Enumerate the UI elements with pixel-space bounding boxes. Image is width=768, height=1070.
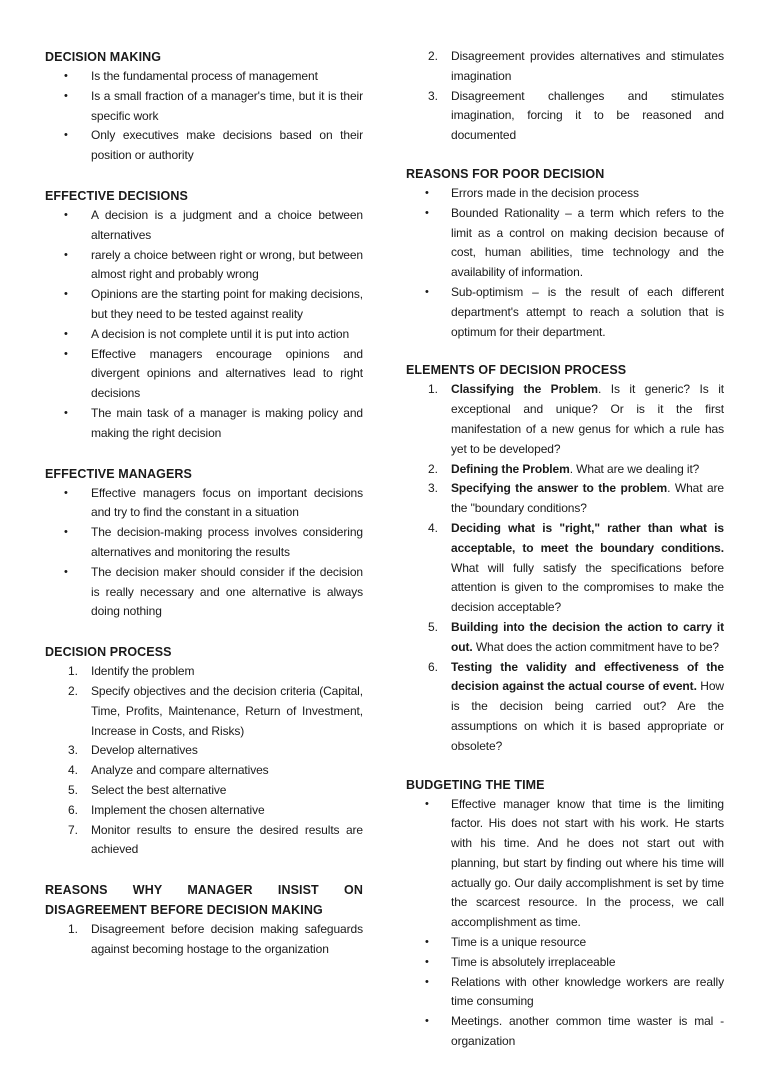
list-number: 5.	[68, 782, 78, 797]
list-item: • Only executives make decisions based on their position or authority	[64, 128, 363, 163]
list-item: • Relations with other knowledge workers are really time consuming	[425, 974, 724, 1009]
bullet-icon: •	[425, 1015, 429, 1028]
bullet-icon: •	[64, 526, 68, 539]
list-item: • The decision maker should consider if the decision is really necessary and one alternative is always doing nothing	[64, 564, 363, 619]
list-item: 5. Building into the decision the action to carry it out. What does the action commitment have to be?	[428, 619, 724, 654]
bullet-list	[45, 67, 363, 166]
bullet-icon: •	[64, 406, 68, 419]
section-heading: DECISION PROCESS	[45, 645, 172, 660]
list-number: 4.	[68, 763, 78, 778]
bullet-icon: •	[64, 347, 68, 360]
list-item: 4. Analyze and compare alternatives	[45, 761, 363, 781]
numbered-list	[45, 662, 363, 860]
section-decision-process	[45, 642, 363, 860]
bullet-icon: •	[64, 129, 68, 142]
list-item: 1. Identify the problem	[45, 662, 363, 682]
section-heading: EFFECTIVE DECISIONS	[45, 188, 188, 203]
bullet-icon: •	[425, 936, 429, 949]
list-number: 1.	[68, 922, 78, 937]
list-item: • Bounded Rationality – a term which refers to the limit as a control on making decision because of cost, human abilities, time technology and the availability of information.	[425, 205, 724, 280]
list-item: 3. Disagreement challenges and stimulates imagination, forcing it to be reasoned and documented	[428, 88, 724, 143]
list-item: 3. Specifying the answer to the problem. What are the "boundary conditions?	[428, 481, 724, 516]
bullet-icon: •	[64, 288, 68, 301]
bullet-icon: •	[64, 70, 68, 82]
list-number: 4.	[428, 520, 438, 535]
list-number: 5.	[428, 619, 438, 634]
list-item: 4. Deciding what is "right," rather than what is acceptable, to meet the boundary conditions. What will fully satisfy the specifications before attention is given to the compromises to make the decision acceptable?	[428, 520, 724, 615]
section-heading: REASONS FOR POOR DECISION	[406, 166, 605, 181]
bullet-list	[406, 795, 724, 1052]
list-item: • Effective managers focus on important decisions and try to find the constant in a situation	[64, 485, 363, 520]
list-number: 6.	[68, 802, 78, 817]
list-item: • Opinions are the starting point for making decisions, but they need to be tested against reality	[64, 287, 363, 321]
list-item: 1. Disagreement before decision making safeguards against becoming hostage to the organization	[68, 922, 363, 956]
bullet-icon: •	[425, 797, 429, 810]
list-item: 2. Disagreement provides alternatives and stimulates imagination	[428, 49, 724, 83]
list-item: 6. Testing the validity and effectiveness of the decision against the actual course of event. How is the decision being carried out? Are the assumptions on which it is based appropriate or obsolete?	[428, 659, 724, 753]
section-heading: REASONS WHY MANAGER INSIST ON DISAGREEMENT BEFORE DECISION MAKING	[45, 883, 363, 918]
section-poor-decision	[406, 164, 724, 342]
list-number: 6.	[428, 659, 438, 674]
list-item: 6. Implement the chosen alternative	[45, 801, 363, 821]
bullet-icon: •	[64, 565, 68, 578]
list-item: • rarely a choice between right or wrong, but between almost right and probably wrong	[64, 247, 363, 282]
list-item: 2. Specify objectives and the decision criteria (Capital, Time, Profits, Maintenance, Return of Investment, Increase in Costs, and Risks)	[68, 683, 363, 738]
numbered-list	[406, 47, 724, 146]
list-item: • Effective managers encourage opinions and divergent opinions and alternatives lead to right decisions	[64, 346, 363, 401]
list-item: • Sub-optimism – is the result of each different department's attempt to reach a solution that is optimum for their department.	[425, 284, 724, 339]
list-item: • A decision is a judgment and a choice between alternatives	[64, 207, 363, 242]
section-effective-managers	[45, 464, 363, 623]
numbered-list	[45, 920, 363, 960]
list-item: • Errors made in the decision process	[406, 184, 724, 204]
bullet-icon: •	[425, 206, 429, 219]
section-budgeting	[406, 775, 724, 1052]
section-heading: BUDGETING THE TIME	[406, 777, 545, 792]
bullet-list	[45, 206, 363, 444]
list-item: • Time is absolutely irreplaceable	[406, 953, 724, 973]
list-number: 2.	[68, 683, 78, 698]
section-effective-decisions	[45, 186, 363, 444]
list-item: 5. Select the best alternative	[45, 781, 363, 801]
list-number: 3.	[68, 743, 78, 758]
section-decision-making	[45, 47, 363, 166]
bullet-icon: •	[64, 327, 68, 340]
section-disagreement	[45, 880, 363, 960]
list-number: 1.	[428, 382, 438, 397]
list-item: • A decision is not complete until it is put into action	[45, 325, 363, 345]
list-item: • Time is a unique resource	[406, 933, 724, 953]
bullet-icon: •	[64, 89, 68, 102]
bullet-icon: •	[425, 186, 429, 199]
section-elements	[406, 360, 724, 756]
numbered-list	[406, 380, 724, 756]
bullet-list	[45, 484, 363, 623]
list-item: 3. Develop alternatives	[45, 741, 363, 761]
bullet-list	[406, 184, 724, 342]
bullet-icon: •	[64, 208, 68, 221]
bullet-icon: •	[64, 248, 68, 261]
section-heading: EFFECTIVE MANAGERS	[45, 466, 192, 481]
list-item: • Is a small fraction of a manager's time, but it is their specific work	[64, 88, 363, 123]
list-number: 3.	[428, 88, 438, 103]
list-number: 2.	[428, 49, 438, 63]
section-disagreement-continued	[406, 47, 724, 146]
bullet-icon: •	[64, 486, 68, 499]
bullet-icon: •	[425, 285, 429, 298]
list-item: • The main task of a manager is making policy and making the right decision	[64, 405, 363, 440]
list-number: 1.	[68, 664, 78, 679]
list-number: 3.	[428, 481, 438, 496]
list-item: 1. Classifying the Problem. Is it generic? Is it exceptional and unique? Or is it the first manifestation of a new genus for which a rule has yet to be developed?	[428, 382, 724, 456]
list-item: • The decision-making process involves considering alternatives and monitoring the results	[64, 525, 363, 559]
list-item: • Effective manager know that time is the limiting factor. His does not start with his work. He starts with his time. And he does not start out with planning, but start by finding out where his time will actually go. Our daily accomplishment is set by time the scarcest resource. In the process, we call accomplishment as time.	[425, 796, 724, 930]
list-item: • Is the fundamental process of management	[45, 67, 363, 87]
list-item: 7. Monitor results to ensure the desired results are achieved	[68, 822, 363, 857]
bullet-icon: •	[425, 955, 429, 968]
left-column	[45, 47, 363, 980]
section-heading: ELEMENTS OF DECISION PROCESS	[406, 363, 627, 378]
bullet-icon: •	[425, 975, 429, 988]
list-number: 7.	[68, 822, 78, 837]
section-heading: DECISION MAKING	[45, 50, 162, 64]
right-column	[406, 47, 724, 1070]
list-item: • Meetings. another common time waster is mal - organization	[425, 1014, 724, 1049]
list-number: 2.	[428, 461, 438, 476]
list-item: 2. Defining the Problem. What are we dealing it?	[406, 460, 724, 480]
